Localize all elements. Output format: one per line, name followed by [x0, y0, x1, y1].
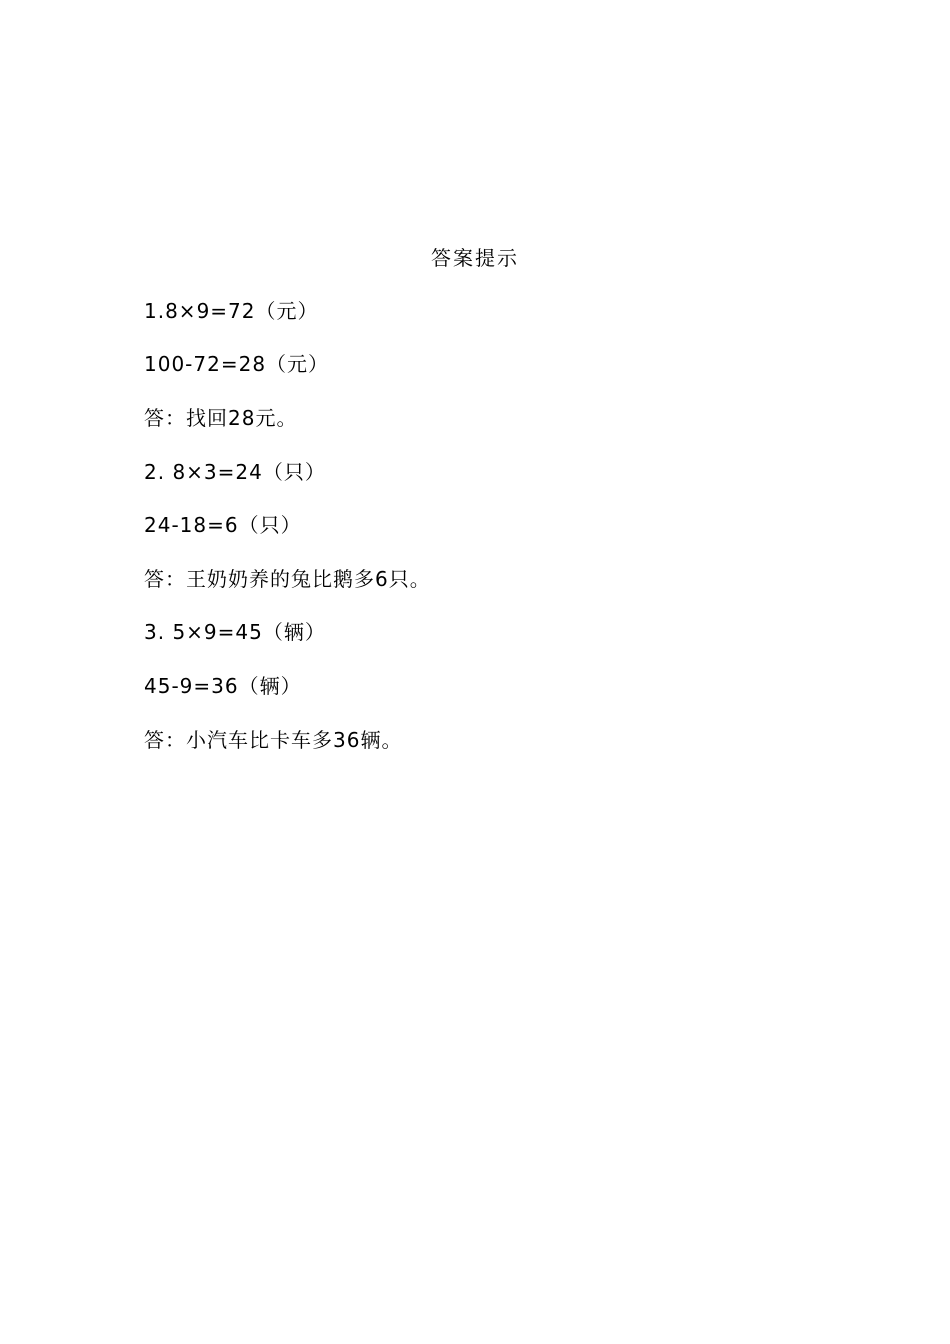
answer-line-4: 2. 8×3=24（只） — [144, 460, 326, 484]
page-title: 答案提示 — [431, 246, 519, 270]
answer-line-8: 45-9=36（辆） — [144, 674, 302, 698]
answer-line-7: 3. 5×9=45（辆） — [144, 620, 326, 644]
answer-line-5: 24-18=6（只） — [144, 513, 302, 537]
answer-line-1: 1.8×9=72（元） — [144, 299, 319, 323]
answer-line-2: 100-72=28（元） — [144, 352, 330, 376]
answer-line-6: 答：王奶奶养的兔比鹅多6只。 — [144, 567, 431, 591]
answer-line-3: 答：找回28元。 — [144, 406, 298, 430]
answer-line-9: 答：小汽车比卡车多36辆。 — [144, 728, 403, 752]
